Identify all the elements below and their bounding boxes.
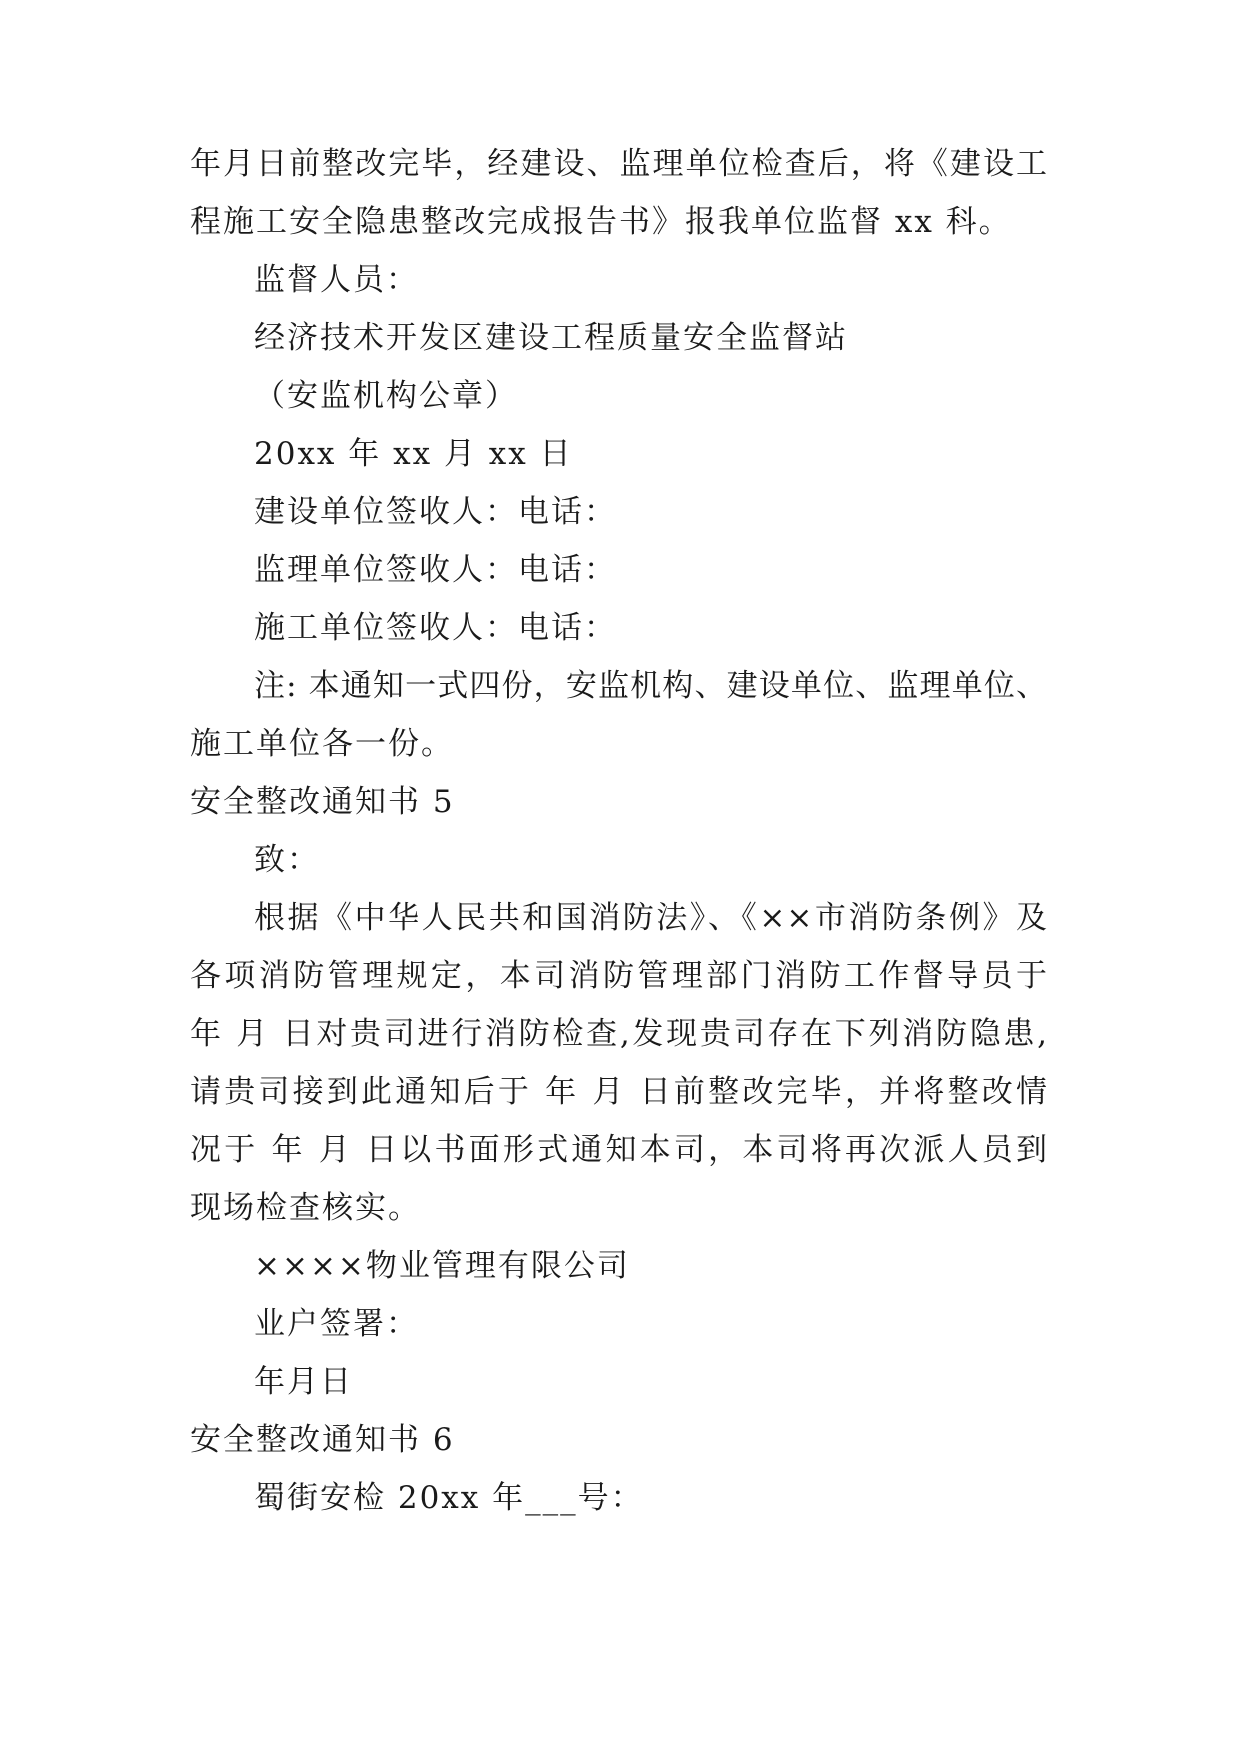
date-line: 20xx 年 xx 月 xx 日 <box>254 436 573 472</box>
builder-signee: 施工单位签收人：电话： <box>254 610 617 646</box>
section-heading: 安全整改通知书 6 <box>190 1422 455 1458</box>
reference-number: 蜀街安检 20xx 年___号： <box>254 1480 644 1516</box>
paragraph-line: 各项消防管理规定，本司消防管理部门消防工作督导员于 <box>190 958 1048 994</box>
company-name: ××××物业管理有限公司 <box>254 1248 630 1284</box>
supervision-signee: 监理单位签收人：电话： <box>254 552 617 588</box>
station-name: 经济技术开发区建设工程质量安全监督站 <box>254 320 848 356</box>
paragraph-line: 况于 年 月 日以书面形式通知本司，本司将再次派人员到 <box>190 1132 1048 1168</box>
seal-note: （安监机构公章） <box>254 378 518 414</box>
paragraph-line: 程施工安全隐患整改完成报告书》报我单位监督 xx 科。 <box>190 204 1012 240</box>
supervisor-label: 监督人员： <box>254 262 419 298</box>
owner-signature-label: 业户签署： <box>254 1306 419 1342</box>
salutation: 致： <box>254 842 320 878</box>
date-line: 年月日 <box>254 1364 353 1400</box>
section-heading: 安全整改通知书 5 <box>190 784 455 820</box>
paragraph-line: 年 月 日对贵司进行消防检查,发现贵司存在下列消防隐患, <box>190 1016 1048 1052</box>
construction-signee: 建设单位签收人：电话： <box>254 494 617 530</box>
paragraph-line: 请贵司接到此通知后于 年 月 日前整改完毕，并将整改情 <box>190 1074 1048 1110</box>
paragraph-line: 根据《中华人民共和国消防法》、《××市消防条例》及 <box>254 900 1048 936</box>
paragraph-line: 年月日前整改完毕，经建设、监理单位检查后，将《建设工 <box>190 146 1048 182</box>
note-line-continued: 施工单位各一份。 <box>190 726 454 762</box>
paragraph-line: 现场检查核实。 <box>190 1190 421 1226</box>
note-line: 注: 本通知一式四份，安监机构、建设单位、监理单位、 <box>254 668 1048 704</box>
